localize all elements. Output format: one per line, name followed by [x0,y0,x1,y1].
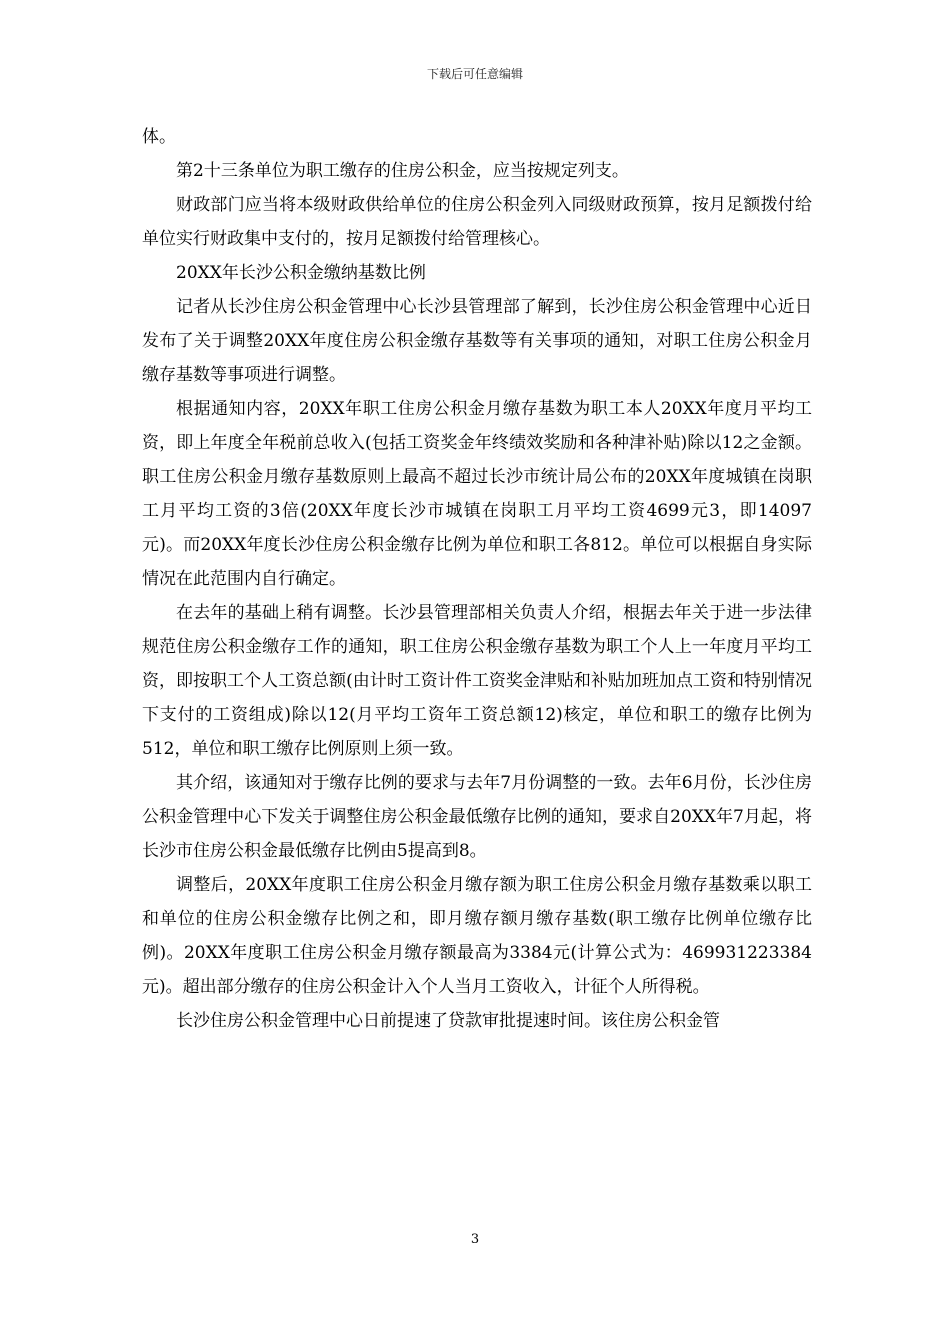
paragraph-continuation: 体。 [142,127,176,147]
paragraph-finance-dept: 财政部门应当将本级财政供给单位的住房公积金列入同级财政预算，按月足额拨付给单位实行财政集中支付的，按月足额拨付给管理核心。 [142,195,812,249]
paragraph: 其介绍，该通知对于缴存比例的要求与去年7月份调整的一致。去年6月份，长沙住房公积金管理中心下发关于调整住房公积金最低缴存比例的通知，要求自20XX年7月起，将长沙市住房公积金最低缴存比例由5提高到8。 [142,773,812,861]
document-body [142,120,812,1038]
paragraph: 调整后，20XX年度职工住房公积金月缴存额为职工住房公积金月缴存基数乘以职工和单位的住房公积金缴存比例之和，即月缴存额月缴存基数(职工缴存比例单位缴存比例)。20XX年度职工住房公积金月缴存额最高为3384元(计算公式为：469931223384元)。超出部分缴存的住房公积金计入个人当月工资收入，计征个人所得税。 [142,875,812,997]
paragraph: 根据通知内容，20XX年职工住房公积金月缴存基数为职工本人20XX年度月平均工资，即上年度全年税前总收入(包括工资奖金年终绩效奖励和各种津补贴)除以12之金额。职工住房公积金月缴存基数原则上最高不超过长沙市统计局公布的20XX年度城镇在岗职工月平均工资的3倍(20XX年度长沙市城镇在岗职工月平均工资4699元3，即14097元)。而20XX年度长沙住房公积金缴存比例为单位和职工各812。单位可以根据自身实际情况在此范围内自行确定。 [142,399,812,589]
page-number: 3 [470,1232,480,1247]
paragraph: 在去年的基础上稍有调整。长沙县管理部相关负责人介绍，根据去年关于进一步法律规范住房公积金缴存工作的通知，职工住房公积金缴存基数为职工个人上一年度月平均工资，即按职工个人工资总额(由计时工资计件工资奖金津贴和补贴加班加点工资和特别情况下支付的工资组成)除以12(月平均工资年工资总额12)核定，单位和职工的缴存比例为512，单位和职工缴存比例原则上须一致。 [142,603,812,759]
section-heading: 20XX年长沙公积金缴纳基数比例 [176,263,426,283]
paragraph: 记者从长沙住房公积金管理中心长沙县管理部了解到，长沙住房公积金管理中心近日发布了关于调整20XX年度住房公积金缴存基数等有关事项的通知，对职工住房公积金月缴存基数等事项进行调整。 [142,297,812,385]
page-header: 下载后可任意编辑 [426,67,523,81]
paragraph: 长沙住房公积金管理中心日前提速了贷款审批提速时间。该住房公积金管 [176,1011,720,1031]
paragraph-article-23: 第2十三条单位为职工缴存的住房公积金，应当按规定列支。 [176,161,629,181]
